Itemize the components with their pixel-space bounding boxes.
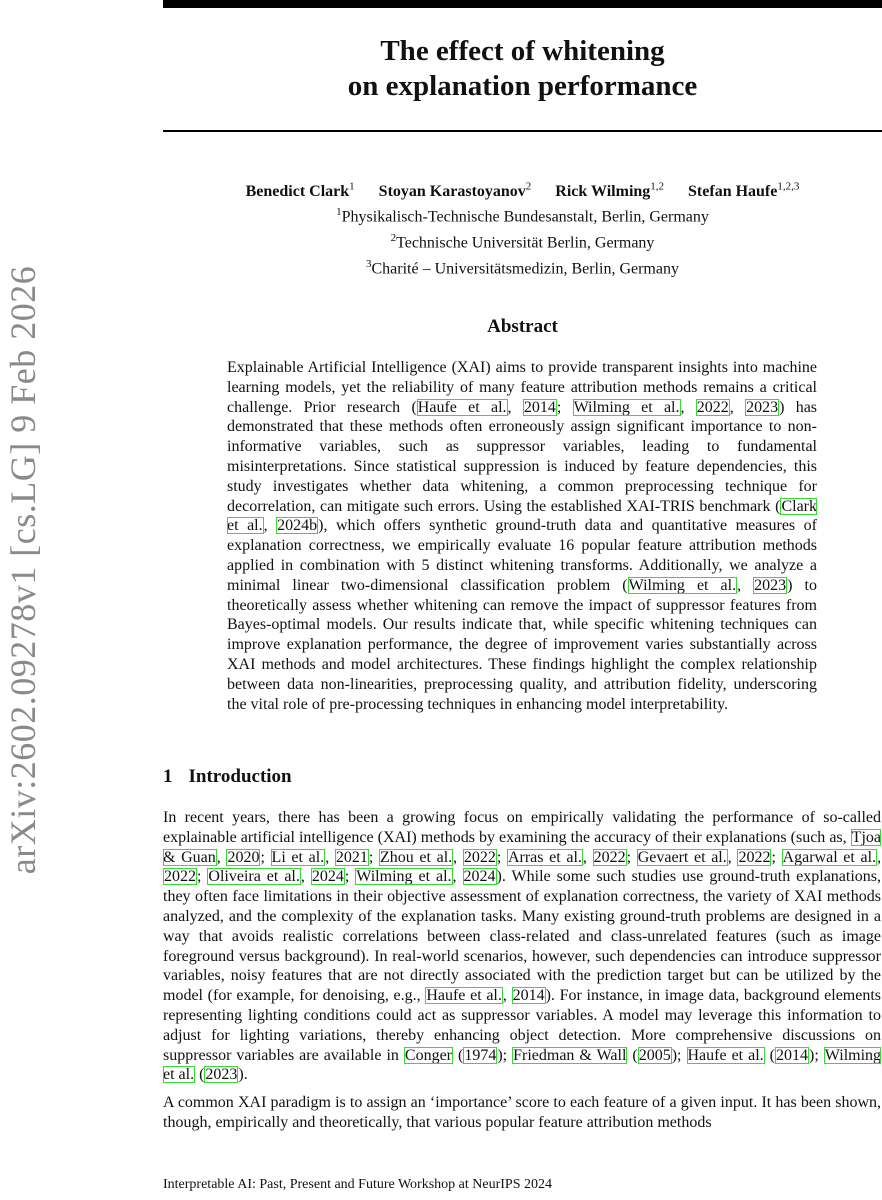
arxiv-identifier bbox=[0, 255, 46, 885]
citation-link[interactable]: Wilming et al. bbox=[628, 576, 737, 594]
citation-link[interactable]: 2024 bbox=[311, 868, 344, 886]
citation-link[interactable]: 2023 bbox=[754, 576, 787, 594]
citation-link[interactable]: Oliveira et al. bbox=[208, 868, 300, 886]
citation-link[interactable]: 2014 bbox=[523, 398, 556, 416]
title-line-2: on explanation performance bbox=[347, 70, 698, 102]
citation-link[interactable]: 2022 bbox=[593, 848, 626, 866]
paper-title bbox=[163, 34, 882, 104]
author: Benedict Clark$^1$ bbox=[245, 181, 355, 201]
citation-link[interactable]: Friedman & Wall bbox=[513, 1046, 627, 1064]
paragraph: In recent years, there has been a growing focus on empirically validating the performance of so-called explainable artificial intelligence (XAI) methods by examining the accuracy of their explanations (such as, Tjoa & Guan, 2020; Li et al., 2021; Zhou et al., 2022; Arras et al., 2022; Gevaert et al., 2022; Agarwal et al., 2022; Oliveira et al., 2024; Wilming et al., 2024). While some such studies use ground-truth explanations, they often face limitations in their objective assessment of explanation correctness, the variety of XAI methods analyzed, and the complexity of the explanation tasks. Many existing ground-truth problems are designed in a way that avoids realistic correlations between class-related and class-unrelated features (such as image foreground versus background). In real-world scenarios, however, such dependencies can introduce suppressor variables, noisy features that are not directly associated with the prediction target but can be utilized by the model (for example, for denoising, e.g., Haufe et al., 2014). For instance, in image data, background elements representing lighting conditions could act as suppressor variables. A model may leverage this information to adjust for lighting variations, thereby enhancing object detection. More comprehensive discussions on suppressor variables are available in Conger (1974); Friedman & Wall (2005); Haufe et al. (2014); Wilming et al. (2023). bbox=[163, 809, 882, 1084]
citation-link[interactable]: 2023 bbox=[205, 1066, 238, 1084]
affiliations bbox=[163, 202, 882, 279]
citation-link[interactable]: Zhou et al. bbox=[379, 848, 453, 866]
affiliation: $^2$Technische Universität Berlin, Germany bbox=[390, 231, 655, 252]
citation-link[interactable]: 2023 bbox=[746, 398, 779, 416]
citation-link[interactable]: Li et al. bbox=[271, 848, 325, 866]
citation-link[interactable]: 2005 bbox=[638, 1046, 671, 1064]
citation-link[interactable]: 2024b bbox=[277, 517, 318, 535]
affiliation: $^1$Physikalisch-Technische Bundesanstalt, Berlin, Germany bbox=[336, 206, 709, 226]
section-heading-introduction: 1 Introduction bbox=[163, 766, 292, 787]
citation-link[interactable]: 2022 bbox=[164, 868, 196, 886]
citation-link[interactable]: 2022 bbox=[738, 848, 771, 866]
citation-link[interactable]: 2024 bbox=[463, 868, 496, 886]
title-line-1: The effect of whitening bbox=[380, 35, 665, 67]
citation-link[interactable]: 2020 bbox=[227, 848, 260, 866]
author: Stefan Haufe$^{1,2,3}$ bbox=[688, 181, 800, 201]
author: Stoyan Karastoyanov$^2$ bbox=[378, 181, 532, 201]
citation-link[interactable]: 1974 bbox=[464, 1046, 497, 1064]
top-rule bbox=[163, 0, 882, 8]
citation-link[interactable]: 2021 bbox=[335, 848, 368, 866]
abstract-heading: Abstract bbox=[487, 316, 558, 337]
citation-link[interactable]: Arras et al. bbox=[507, 848, 582, 866]
title-rule bbox=[163, 130, 882, 132]
citation-link[interactable]: Gevaert et al. bbox=[637, 848, 727, 866]
citation-link[interactable]: Haufe et al. bbox=[426, 987, 502, 1005]
citation-link[interactable]: Wilming et al. bbox=[163, 1046, 882, 1084]
citation-link[interactable]: Haufe et al. bbox=[417, 398, 507, 416]
citation-link[interactable]: 2014 bbox=[512, 987, 545, 1005]
citation-link[interactable]: Agarwal et al. bbox=[782, 848, 877, 866]
page-footer: Interpretable AI: Past, Present and Future Workshop at NeurIPS 2024 bbox=[163, 1177, 552, 1192]
citation-link[interactable]: Conger bbox=[404, 1046, 452, 1064]
affiliation: $^3$Charité – Universitätsmedizin, Berlin, Germany bbox=[366, 257, 679, 277]
author: Rick Wilming$^{1,2}$ bbox=[555, 181, 665, 201]
citation-link[interactable]: 2014 bbox=[776, 1046, 808, 1064]
abstract-body: Explainable Artificial Intelligence (XAI) aims to provide transparent insights into machine learning models, yet the reliability of many feature attribution methods remains a critical challenge. Prior research (Haufe et al., 2014; Wilming et al., 2022, 2023) has demonstrated that these methods often erroneously assign significant importance to non-informative variables, such as suppressor variables, leading to fundamental misinterpretations. Since statistical suppression is induced by feature dependencies, this study investigates whether data whitening, a common preprocessing technique for decorrelation, can mitigate such errors. Using the established XAI-TRIS benchmark (Clark et al., 2024b), which offers synthetic ground-truth data and quantitative measures of explanation correctness, we empirically evaluate 16 popular feature attribution methods applied in combination with 5 distinct whitening transforms. Additionally, we analyze a minimal linear two-dimensional classification problem (Wilming et al., 2023) to theoretically assess whether whitening can remove the impact of suppressor features from Bayes-optimal models. Our results indicate that, while specific whitening techniques can improve explanation performance, the degree of improvement varies substantially across XAI methods and model architectures. These findings highlight the complex relationship between data non-linearities, preprocessing quality, and attribution fidelity, underscoring the vital role of pre-processing techniques in enhancing model interpretability. bbox=[227, 359, 818, 713]
arxiv-id-text: arXiv:2602.09278v1 [cs.LG] 9 Feb 2026 bbox=[3, 265, 43, 875]
citation-link[interactable]: 2022 bbox=[463, 848, 496, 866]
author-list bbox=[163, 181, 882, 201]
paragraph: A common XAI paradigm is to assign an ‘importance’ score to each feature of a given input. It has been shown, though, empirically and theoretically, that various popular feature attribution methods bbox=[163, 1094, 881, 1131]
citation-link[interactable]: Clark et al. bbox=[227, 497, 817, 535]
citation-link[interactable]: Haufe et al. bbox=[687, 1046, 764, 1064]
citation-link[interactable]: Tjoa & Guan bbox=[163, 828, 881, 866]
citation-link[interactable]: Wilming et al. bbox=[573, 398, 680, 416]
introduction-body bbox=[163, 808, 881, 1141]
citation-link[interactable]: 2022 bbox=[696, 398, 729, 416]
citation-link[interactable]: Wilming et al. bbox=[356, 868, 452, 886]
